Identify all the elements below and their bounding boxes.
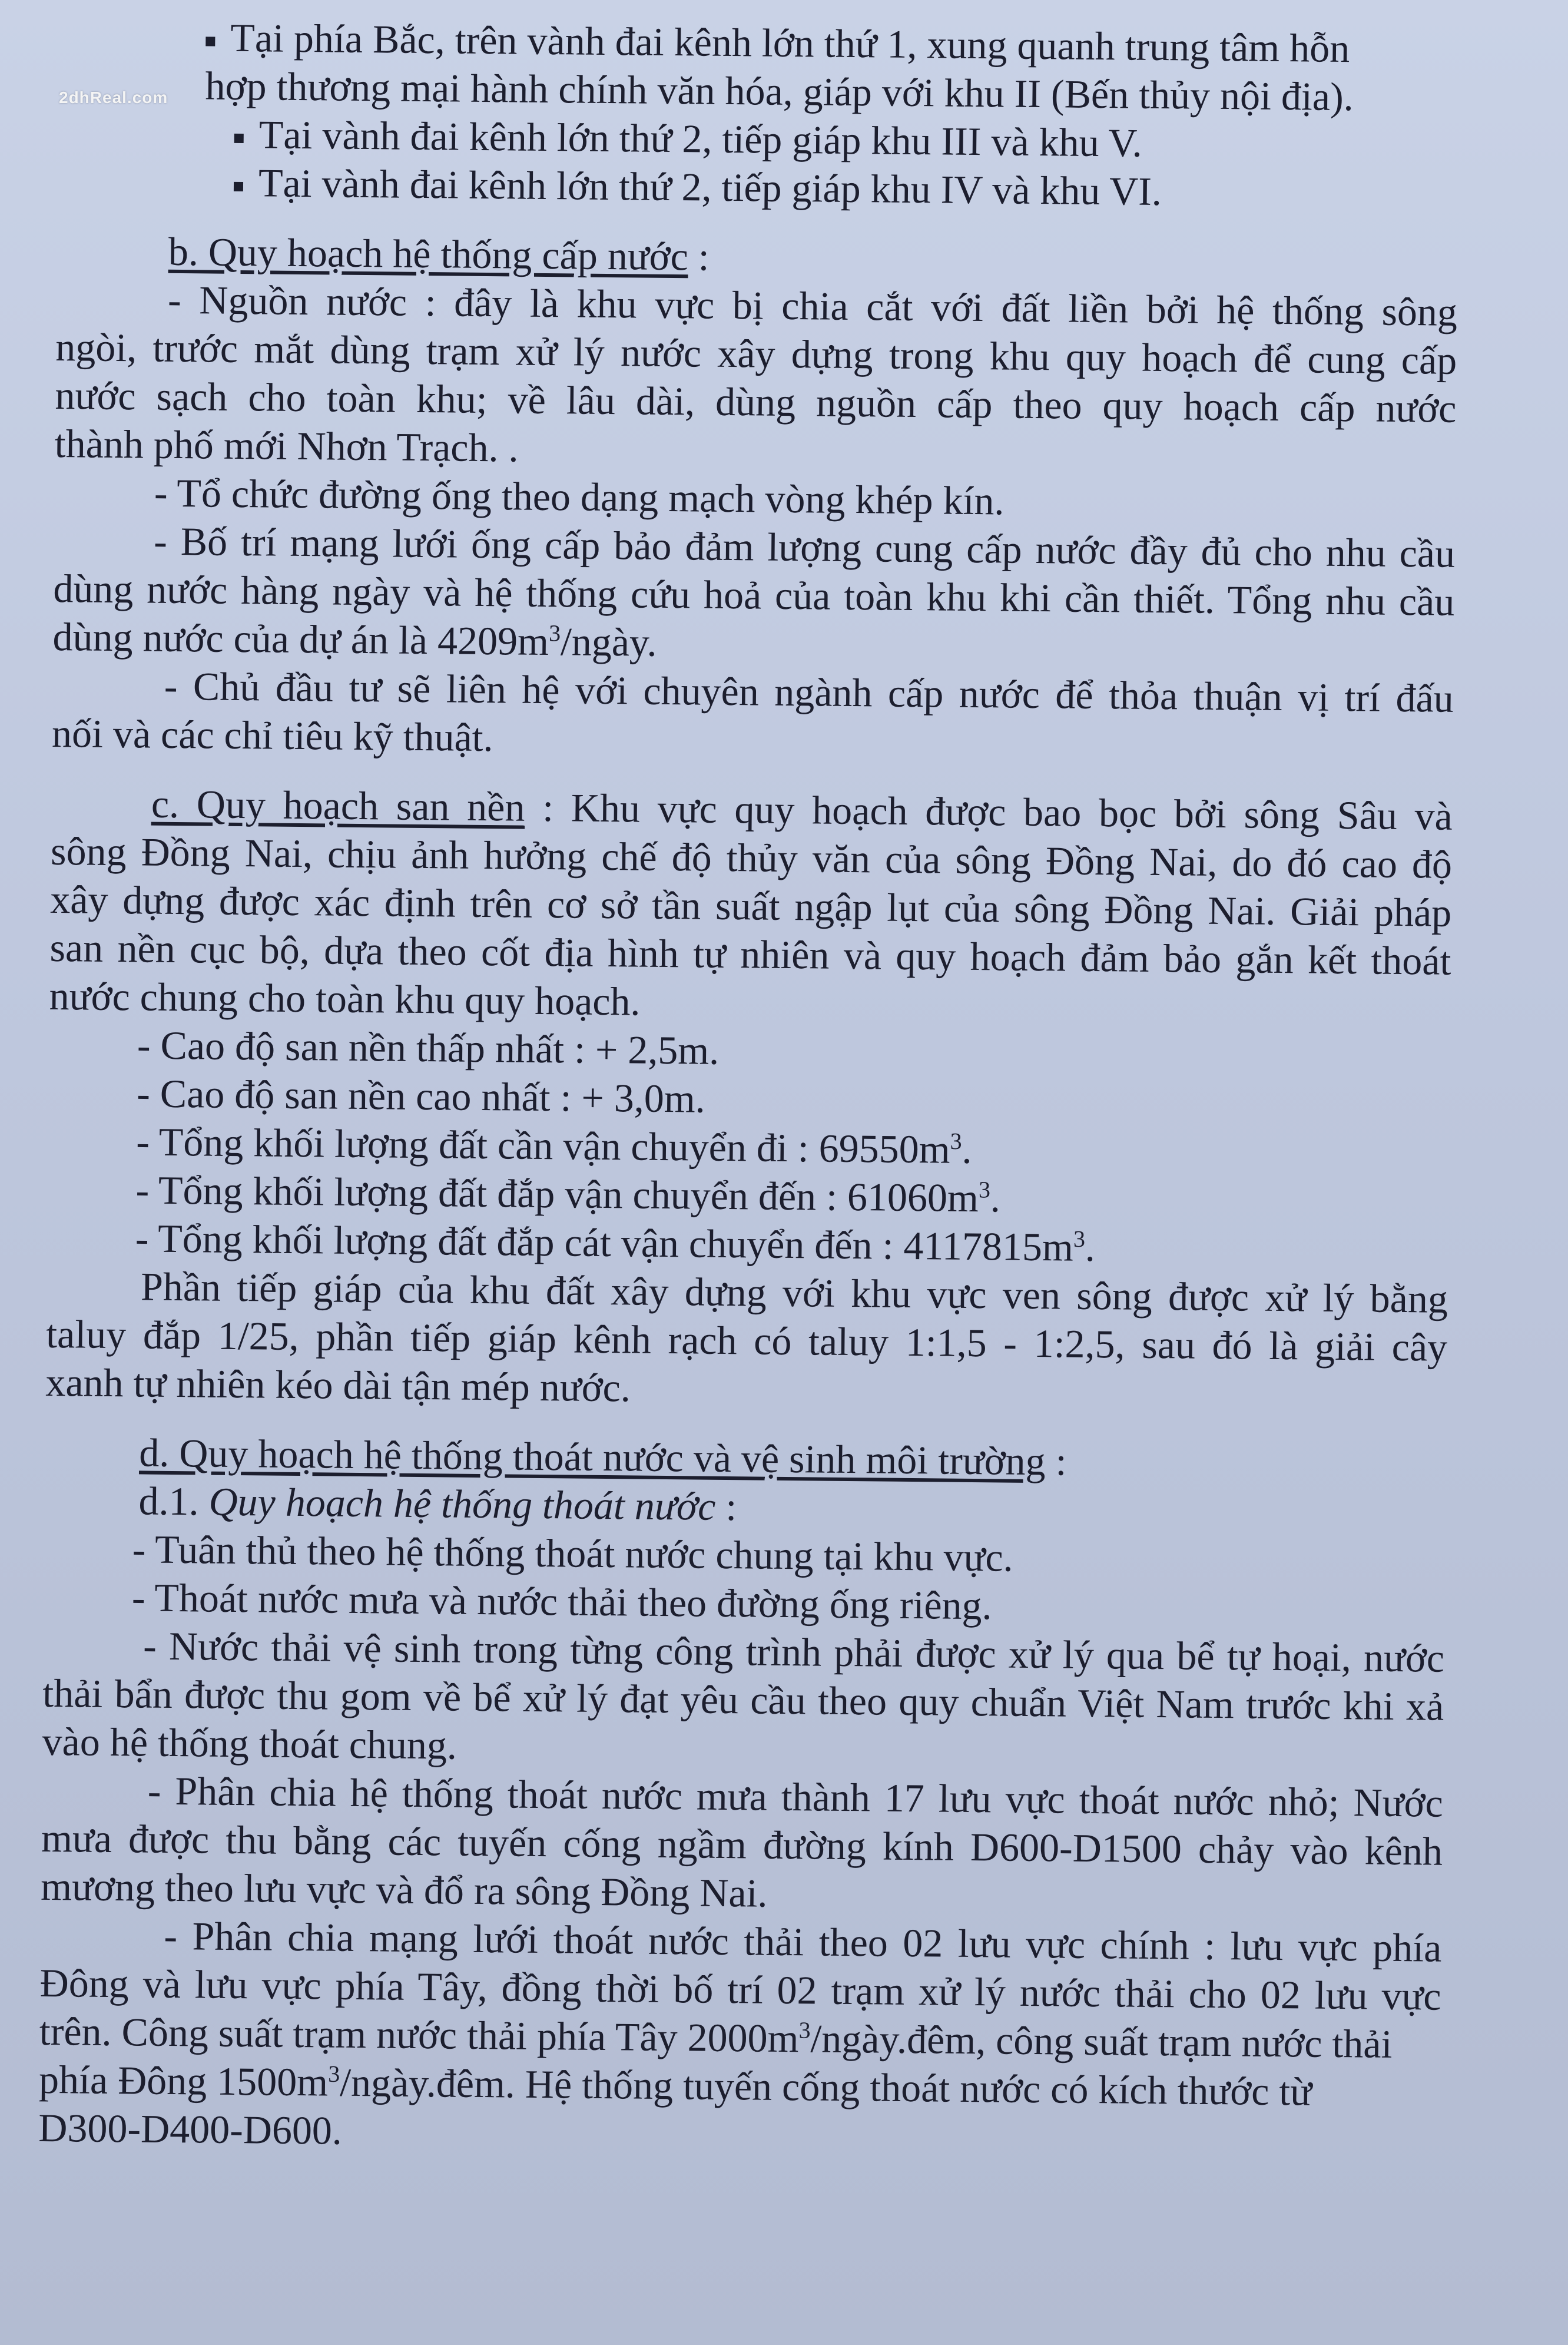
- section-c-heading: c. Quy hoạch san nền : Khu vực quy hoạch được bao bọc bởi sông Sâu và: [151, 781, 1453, 839]
- bullet-icon: [234, 134, 244, 143]
- paragraph-line: thải bẩn được thu gom về bể xử lý đạt yêu cầu theo quy chuẩn Việt Nam trước khi xả: [42, 1670, 1444, 1729]
- paragraph-line: - Nước thải vệ sinh trong từng công trình phải được xử lý qua bể tự hoại, nước: [142, 1623, 1445, 1681]
- volume-line: - Tổng khối lượng đất đắp vận chuyển đến : $61060m^3$.: [135, 1167, 1001, 1221]
- paragraph-line: - Tổ chức đường ống theo dạng mạch vòng khép kín.: [154, 470, 1005, 524]
- capacity-line: trên. Công suất trạm nước thải phía Tây $2000m^3/ngày.đêm$, công suất trạm nước thải: [39, 2008, 1393, 2066]
- paragraph-line: san nền cục bộ, dựa theo cốt địa hình tự nhiên và quy hoạch đảm bảo gắn kết thoát: [49, 925, 1451, 983]
- paragraph-line: nước sạch cho toàn khu; về lâu dài, dùng nguồn cấp theo quy hoạch cấp nước: [55, 372, 1457, 431]
- paragraph-line: dùng nước hàng ngày và hệ thống cứu hoả của toàn khu khi cần thiết. Tổng nhu cầu: [53, 565, 1455, 624]
- paragraph-line: taluy đắp 1/25, phần tiếp giáp kênh rạch có taluy 1:1,5 - 1:2,5, sau đó là giải cây: [45, 1311, 1448, 1370]
- section-b-heading: b. Quy hoạch hệ thống cấp nước :: [168, 228, 710, 279]
- section-d-heading: d. Quy hoạch hệ thống thoát nước và vệ sinh môi trường :: [138, 1430, 1067, 1484]
- paragraph-line: - Thoát nước mưa và nước thải theo đường ống riêng.: [131, 1575, 992, 1628]
- bullet-icon: [205, 37, 215, 47]
- paragraph-line: - Cao độ san nền cao nhất : + 3,0m.: [136, 1071, 706, 1121]
- paragraph-line: - Nguồn nước : đây là khu vực bị chia cắt với đất liền bởi hệ thống sông: [167, 277, 1458, 334]
- bullet-continuation: hợp thương mại hành chính văn hóa, giáp với khu II (Bến thủy nội địa).: [205, 63, 1354, 120]
- paragraph-line: thành phố mới Nhơn Trạch. .: [54, 420, 519, 471]
- capacity-line: phía Đông $1500m^3/ngày.đêm$. Hệ thống tuyến cống thoát nước có kích thước từ: [38, 2056, 1312, 2114]
- paragraph-line: Phần tiếp giáp của khu đất xây dựng với khu vực ven sông được xử lý bằng: [140, 1264, 1448, 1321]
- paragraph-line: ngòi, trước mắt dùng trạm xử lý nước xây dựng trong khu quy hoạch để cung cấp: [55, 324, 1457, 383]
- bullet-icon: [234, 182, 243, 191]
- watermark-logo: 2dhReal.com: [59, 88, 168, 107]
- paragraph-line: nước chung cho toàn khu quy hoạch.: [49, 973, 641, 1024]
- volume-line: - Tổng khối lượng đất đắp cát vận chuyển đến : $4117815m^3$.: [135, 1215, 1096, 1270]
- paragraph-line: mưa được thu bằng các tuyến cống ngầm đường kính D600-D1500 chảy vào kênh: [41, 1815, 1443, 1874]
- paragraph-line: - Cao độ san nền thấp nhất : + 2,5m.: [137, 1022, 720, 1073]
- paragraph-line: D300-D400-D600.: [38, 2105, 343, 2153]
- section-d1-heading: d.1. Quy hoạch hệ thống thoát nước :: [138, 1478, 737, 1529]
- paragraph-line: nối và các chỉ tiêu kỹ thuật.: [51, 710, 494, 760]
- document-body: [38, 0, 1460, 2165]
- paragraph-line: - Chủ đầu tư sẽ liên hệ với chuyên ngành cấp nước để thỏa thuận vị trí đấu: [164, 663, 1454, 721]
- paragraph-line: - Phân chia hệ thống thoát nước mưa thành 17 lưu vực thoát nước nhỏ; Nước: [147, 1768, 1444, 1826]
- water-demand-line: dùng nước của dự án là $4209m^3$/ngày.: [52, 614, 657, 665]
- volume-line: - Tổng khối lượng đất cần vận chuyển đi : $69550m^3$.: [136, 1119, 972, 1172]
- paragraph-line: sông Đồng Nai, chịu ảnh hưởng chế độ thủy văn của sông Đồng Nai, do đó cao độ: [50, 828, 1453, 887]
- paragraph-line: xanh tự nhiên kéo dài tận mép nước.: [45, 1359, 631, 1410]
- paragraph-line: Đông và lưu vực phía Tây, đồng thời bố trí 02 trạm xử lý nước thải cho 02 lưu vực: [39, 1960, 1441, 2019]
- paragraph-line: mương theo lưu vực và đổ ra sông Đồng Nai.: [40, 1863, 768, 1916]
- bullet-item: Tại phía Bắc, trên vành đai kênh lớn thứ 1, xung quanh trung tâm hỗn: [58, 12, 1460, 74]
- paragraph-line: - Tuân thủ theo hệ thống thoát nước chung tại khu vực.: [132, 1526, 1013, 1580]
- paragraph-line: - Phân chia mạng lưới thoát nước thải theo 02 lưu vực chính : lưu vực phía: [164, 1913, 1442, 1970]
- bullet-item: Tại vành đai kênh lớn thứ 2, tiếp giáp khu IV và khu VI.: [57, 157, 1459, 218]
- paragraph-line: vào hệ thống thoát chung.: [42, 1718, 458, 1768]
- bullet-item: Tại vành đai kênh lớn thứ 2, tiếp giáp khu III và khu V.: [57, 108, 1459, 170]
- paragraph-line: - Bố trí mạng lưới ống cấp bảo đảm lượng cung cấp nước đầy đủ cho nhu cầu: [153, 518, 1456, 576]
- paragraph-line: xây dựng được xác định trên cơ sở tần suất ngập lụt của sông Đồng Nai. Giải pháp: [49, 876, 1452, 935]
